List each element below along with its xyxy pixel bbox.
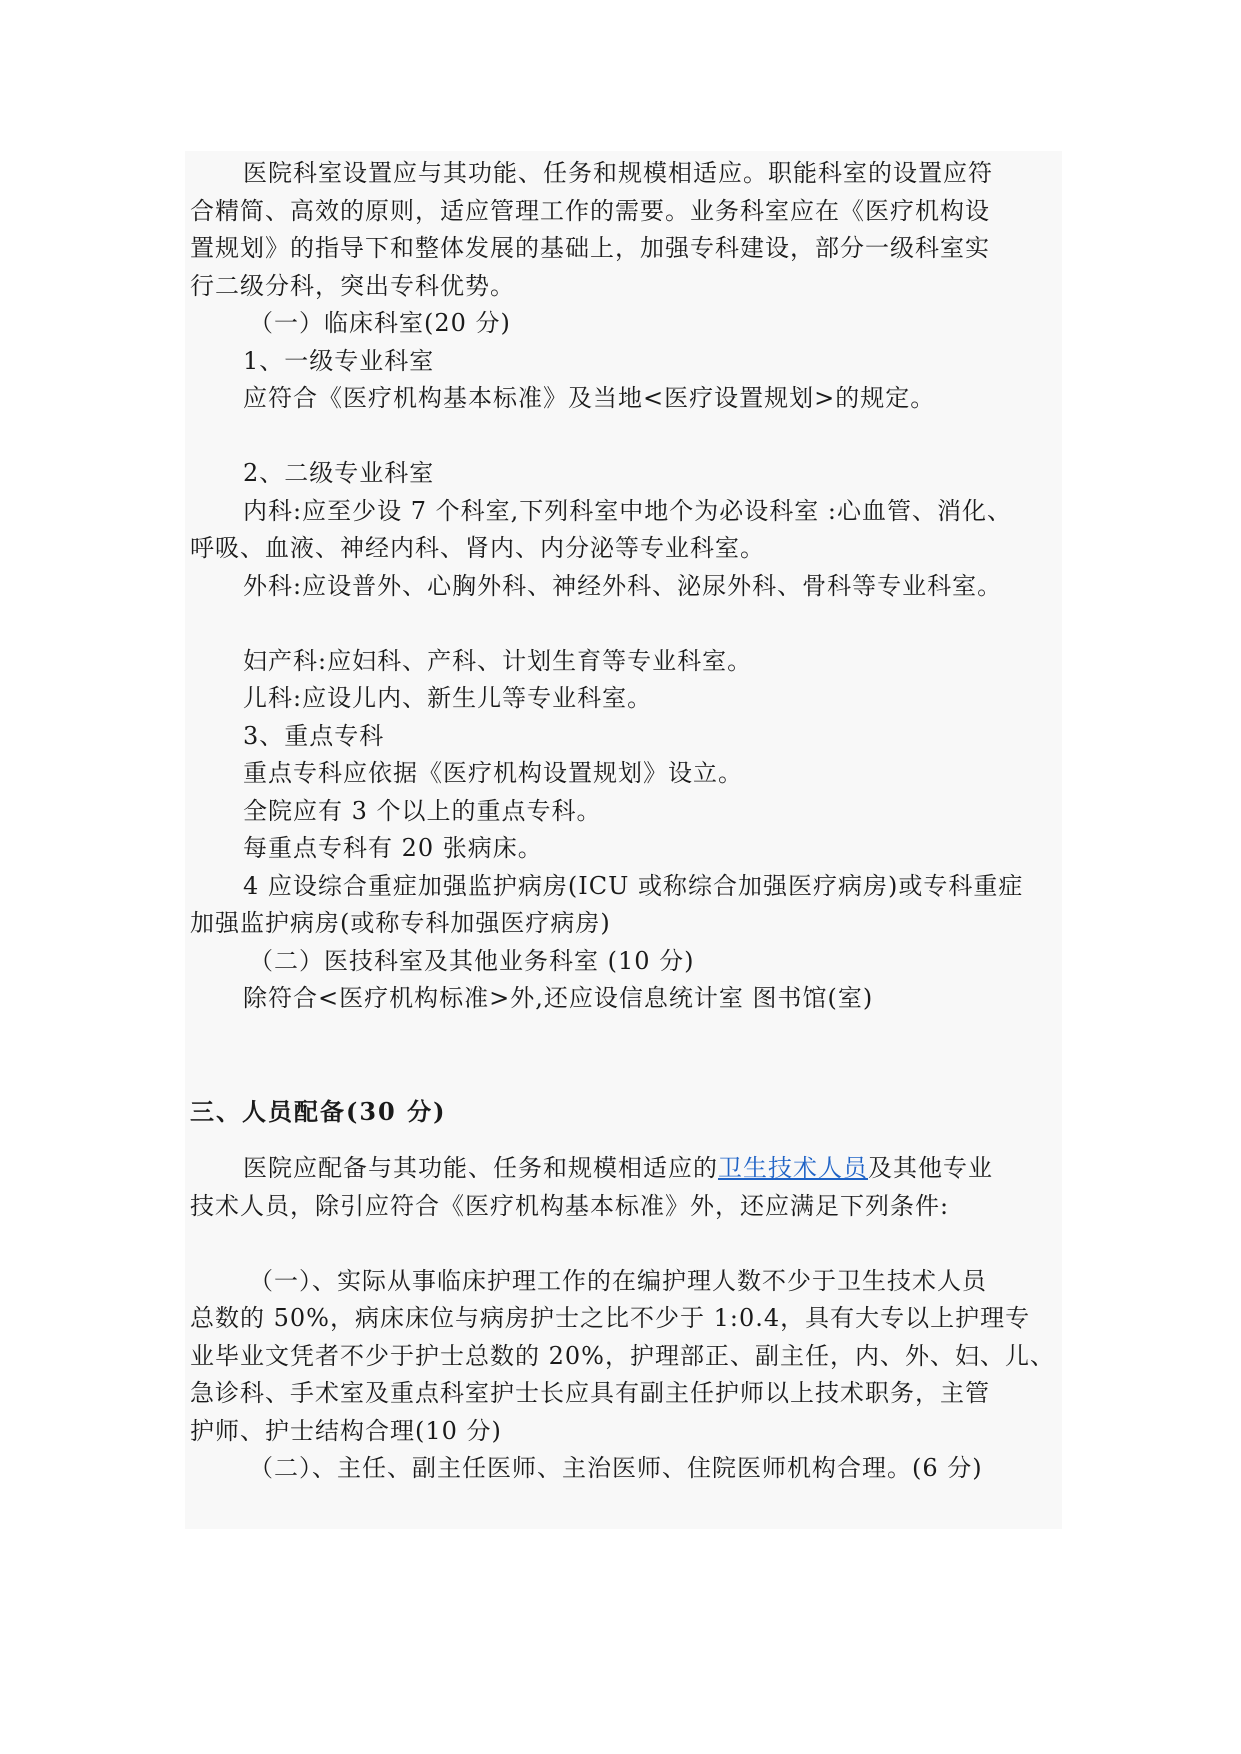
condition1-line-4: 急诊科、手术室及重点科室护士长应具有副主任护师以上技术职务，主管 bbox=[190, 1379, 990, 1407]
blank-line bbox=[190, 1225, 1062, 1263]
pediatrics-text: 儿科:应设儿内、新生儿等专业科室。 bbox=[243, 684, 653, 712]
staff-intro-start: 医院应配备与其功能、任务和规模相适应的 bbox=[243, 1154, 718, 1182]
condition1-line-1: （一）、实际从事临床护理工作的在编护理人数不少于卫生技术人员 bbox=[249, 1266, 987, 1295]
condition2-line: （二）、主任、副主任医师、主治医师、住院医师机构合理。(6 分) bbox=[249, 1454, 983, 1482]
internal-line-1: 内科:应至少设 7 个科室,下列科室中地个为必设科室 :心血管、消化、 bbox=[243, 496, 1012, 525]
blank-line bbox=[190, 1130, 1062, 1150]
item1-title: 1、一级专业科室 bbox=[243, 346, 435, 375]
medtech-heading: （二）医技科室及其他业务科室 (10 分) bbox=[249, 946, 695, 975]
item4-line-1: 4 应设综合重症加强监护病房(ICU 或称综合加强医疗病房)或专科重症 bbox=[243, 871, 1024, 900]
key-specialty-2: 全院应有 3 个以上的重点专科。 bbox=[243, 796, 602, 825]
item3-title: 3、重点专科 bbox=[243, 721, 385, 750]
intro-line-1: 医院科室设置应与其功能、任务和规模相适应。职能科室的设置应符 bbox=[243, 159, 993, 187]
blank-line bbox=[190, 605, 1062, 643]
key-specialty-3: 每重点专科有 20 张病床。 bbox=[243, 834, 543, 862]
intro-line-2: 合精简、高效的原则，适应管理工作的需要。业务科室应在《医疗机构设 bbox=[190, 196, 990, 225]
item2-title: 2、二级专业科室 bbox=[243, 459, 435, 487]
key-specialty-1: 重点专科应依据《医疗机构设置规划》设立。 bbox=[243, 759, 743, 787]
item4-line-2: 加强监护病房(或称专科加强医疗病房) bbox=[190, 909, 611, 937]
staff-intro-end: 及其他专业 bbox=[868, 1154, 993, 1182]
condition1-line-5: 护师、护士结构合理(10 分) bbox=[190, 1416, 502, 1445]
surgery-text: 外科:应设普外、心胸外科、神经外科、泌尿外科、骨科等专业科室。 bbox=[243, 571, 1003, 600]
blank-line bbox=[190, 1018, 1062, 1093]
internal-line-2: 呼吸、血液、神经内科、肾内、内分泌等专业科室。 bbox=[190, 534, 765, 562]
clinical-heading: （一）临床科室(20 分) bbox=[249, 309, 511, 337]
document-body bbox=[190, 155, 1062, 1488]
intro-line-3: 置规划》的指导下和整体发展的基础上，加强专科建设，部分一级科室实 bbox=[190, 234, 990, 262]
item1-text: 应符合《医疗机构基本标准》及当地<医疗设置规划>的规定。 bbox=[243, 384, 936, 412]
staff-intro-line-1 bbox=[190, 1150, 1062, 1188]
intro-line-4: 行二级分科，突出专科优势。 bbox=[190, 271, 515, 300]
staff-intro-line-2: 技术人员，除引应符合《医疗机构基本标准》外，还应满足下列条件: bbox=[190, 1191, 950, 1220]
condition1-line-2: 总数的 50%，病床床位与病房护士之比不少于 1:0.4，具有大专以上护理专 bbox=[190, 1304, 1031, 1332]
blank-line bbox=[190, 418, 1062, 456]
section-3-heading: 三、人员配备(30 分) bbox=[190, 1096, 447, 1126]
medtech-text: 除符合<医疗机构标准>外,还应设信息统计室 图书馆(室) bbox=[243, 984, 874, 1012]
condition1-line-3: 业毕业文凭者不少于护士总数的 20%，护理部正、副主任，内、外、妇、儿、 bbox=[190, 1341, 1055, 1370]
health-tech-staff-link[interactable]: 卫生技术人员 bbox=[718, 1154, 868, 1182]
obgyn-text: 妇产科:应妇科、产科、计划生育等专业科室。 bbox=[243, 646, 753, 675]
